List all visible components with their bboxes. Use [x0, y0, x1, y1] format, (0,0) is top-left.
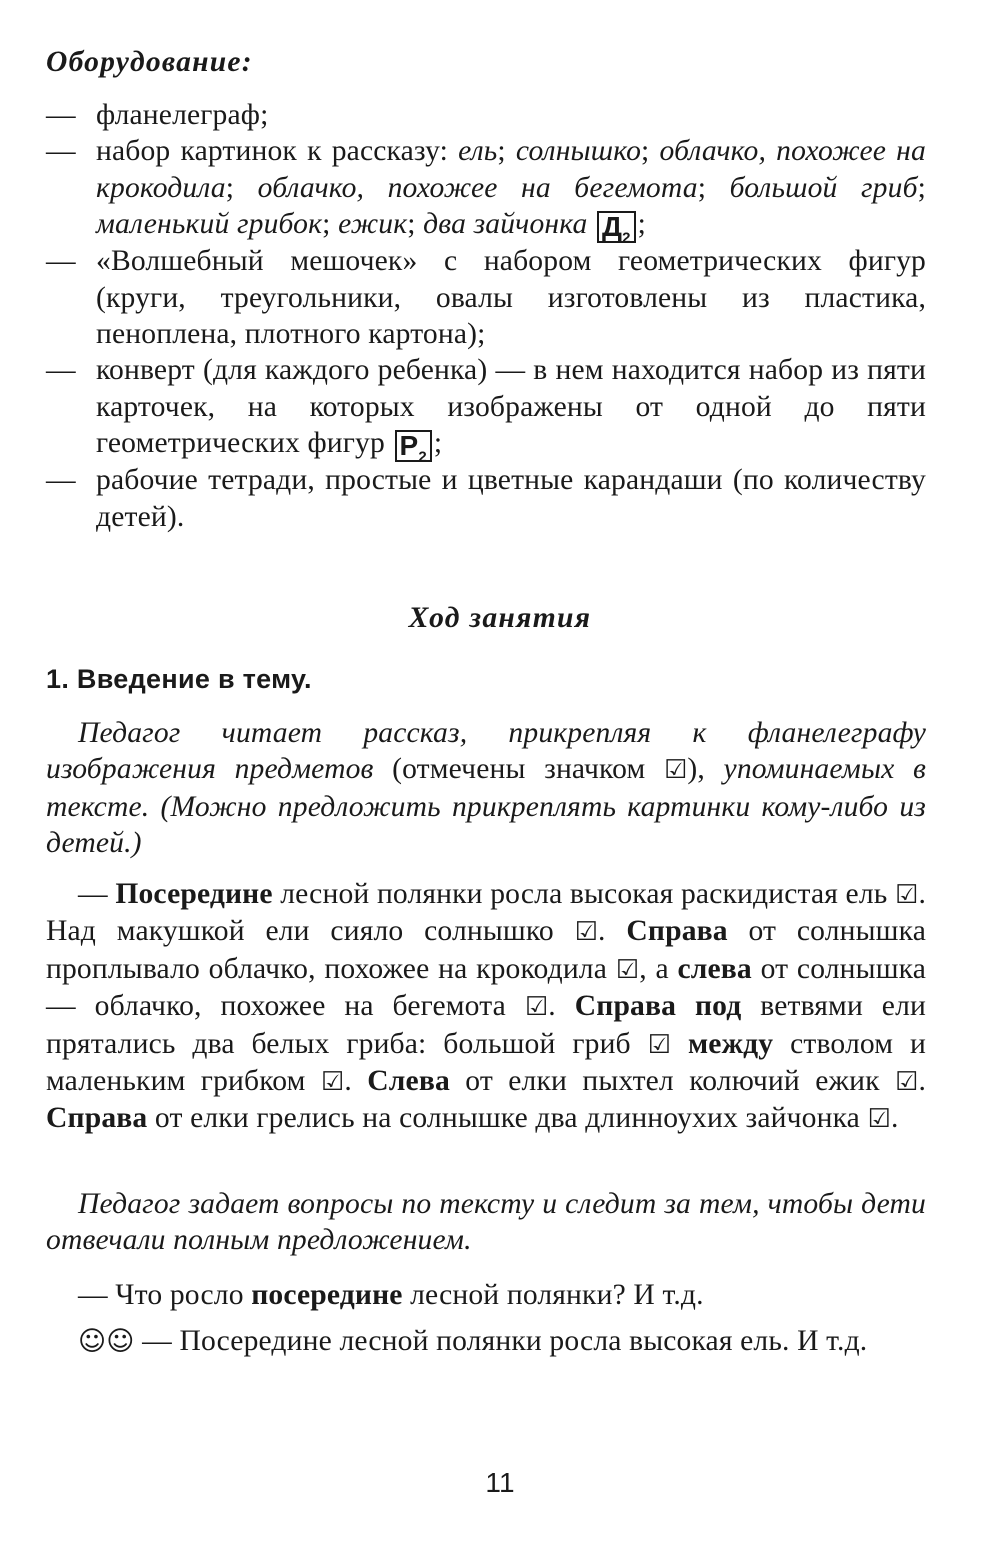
picture-name: большой гриб — [729, 171, 918, 204]
question-text: — Что росло — [78, 1279, 252, 1311]
story-emphasis: Справа — [626, 915, 728, 948]
lesson-title: Ход занятия — [408, 602, 592, 634]
story-text: . — [598, 915, 627, 948]
list-dash: — — [46, 464, 76, 497]
separator: ; — [497, 135, 506, 168]
checkbox-icon: ☑ — [894, 1067, 919, 1098]
story-text: . — [890, 1102, 899, 1135]
task-paragraph: Педагог задает вопросы по тексту и следит за тем, чтобы дети отвечали полным предложением. — [46, 1188, 926, 1257]
page-number: 11 — [485, 1467, 515, 1498]
story-text: — — [78, 878, 116, 910]
story-text — [671, 1028, 688, 1060]
checkbox-icon: ☑ — [524, 992, 549, 1023]
intro-text: Педагог читает рассказ, прикрепляя к фланелеграфу изображения предметов — [46, 717, 926, 786]
picture-name: облачко, похожее на крокодила — [96, 135, 926, 204]
smiley-icon: ☺☺ — [78, 1326, 135, 1357]
separator: ; — [917, 171, 926, 204]
picture-name: ежик — [338, 208, 408, 241]
list-item — [46, 243, 926, 352]
list-dash: — — [46, 245, 76, 278]
picture-name: ель — [458, 135, 498, 168]
checkbox-icon: ☑ — [320, 1067, 345, 1098]
equipment-item-prefix: набор картинок к рассказу: — [96, 135, 449, 168]
intro-note: (отмечены значком — [373, 753, 664, 786]
intro-text: упоминаемых в тексте. (Можно предложить прикреплять картинки кому-либо из детей.) — [46, 753, 926, 860]
story-paragraph — [46, 876, 926, 1138]
story-text: . — [918, 1065, 926, 1098]
story-text: от солнышка — облачко, похожее на бегемота — [46, 952, 927, 1023]
badge-subscript: 2 — [622, 229, 631, 247]
story-text: от елки пыхтел колючий ежик — [449, 1065, 895, 1098]
story-emphasis: Справа — [46, 1102, 148, 1135]
handout-badge-d2 — [597, 211, 636, 247]
list-item — [46, 133, 926, 247]
checkbox-icon: ☑ — [894, 880, 919, 910]
picture-name: облачко, похожее на бегемота — [257, 171, 698, 204]
story-text: , а — [639, 952, 678, 985]
story-text: . Над макушкой ели сияло солнышко — [46, 878, 926, 948]
story-emphasis: слева — [677, 952, 752, 985]
checkbox-icon: ☑ — [867, 1104, 891, 1135]
separator: ; — [322, 208, 331, 241]
intro-note-end: ), — [687, 753, 724, 786]
separator: ; — [637, 208, 646, 241]
list-dash: — — [46, 354, 76, 387]
badge-letter: Д — [601, 211, 623, 243]
picture-name: солнышко — [515, 135, 642, 168]
separator: ; — [697, 171, 707, 204]
story-text: от солнышка проплывало облачко, похожее на крокодила — [46, 915, 926, 985]
equipment-item-text: фланелеграф; — [96, 99, 269, 131]
picture-name: два зайчонка — [423, 208, 588, 241]
equipment-item-text: рабочие тетради, простые и цветные карандаши (по количеству детей). — [96, 464, 926, 533]
list-item — [46, 97, 926, 133]
story-text: ветвями ели прятались два белых гриба: большой гриб — [46, 990, 926, 1060]
separator: ; — [433, 427, 443, 460]
story-text: лесной полянки росла высокая раскидистая ель — [272, 878, 895, 910]
badge-subscript: 2 — [418, 448, 427, 466]
equipment-heading: Оборудование: — [46, 46, 253, 78]
story-emphasis: Посередине — [115, 878, 273, 910]
story-emphasis: Справа под — [574, 990, 742, 1023]
question-emphasis: посередине — [251, 1279, 403, 1311]
list-dash: — — [46, 135, 76, 168]
separator: ; — [225, 171, 235, 204]
story-text: . — [344, 1065, 368, 1098]
answer-line — [46, 1323, 926, 1360]
equipment-list — [46, 97, 926, 535]
story-text: . — [548, 990, 575, 1023]
equipment-item-text: конверт (для каждого ребенка) — в нем находится набор из пяти карточек, на которых изображены от одной до пяти геометрических фигур — [96, 354, 926, 460]
answer-text: — Посередине лесной полянки росла высокая ель. И т.д. — [134, 1325, 868, 1357]
separator: ; — [407, 208, 416, 241]
story-emphasis: Слева — [367, 1065, 450, 1098]
section-title: 1. Введение в тему. — [46, 664, 312, 694]
checkbox-icon: ☑ — [663, 755, 688, 786]
intro-paragraph — [46, 715, 926, 862]
question-line — [46, 1277, 926, 1313]
badge-letter: Р — [399, 430, 419, 462]
checkbox-icon: ☑ — [574, 917, 599, 948]
equipment-item-text: «Волшебный мешочек» с набором геометрических фигур (круги, треугольники, овалы изготовлены из пластика, пеноплена, плотного картона); — [96, 245, 926, 351]
question-text: лесной полянки? И т.д. — [402, 1279, 704, 1311]
story-emphasis: между — [687, 1027, 774, 1060]
story-text: стволом и маленьким грибком — [46, 1027, 926, 1098]
picture-name: маленький грибок — [96, 208, 323, 241]
separator: ; — [641, 135, 650, 168]
story-text: от елки грелись на солнышке два длинноухих зайчонка — [147, 1102, 868, 1135]
list-dash: — — [46, 99, 76, 131]
checkbox-icon: ☑ — [647, 1029, 672, 1060]
checkbox-icon: ☑ — [615, 954, 640, 985]
list-item — [46, 462, 926, 535]
handout-badge-r2 — [395, 430, 432, 466]
list-item — [46, 352, 926, 466]
